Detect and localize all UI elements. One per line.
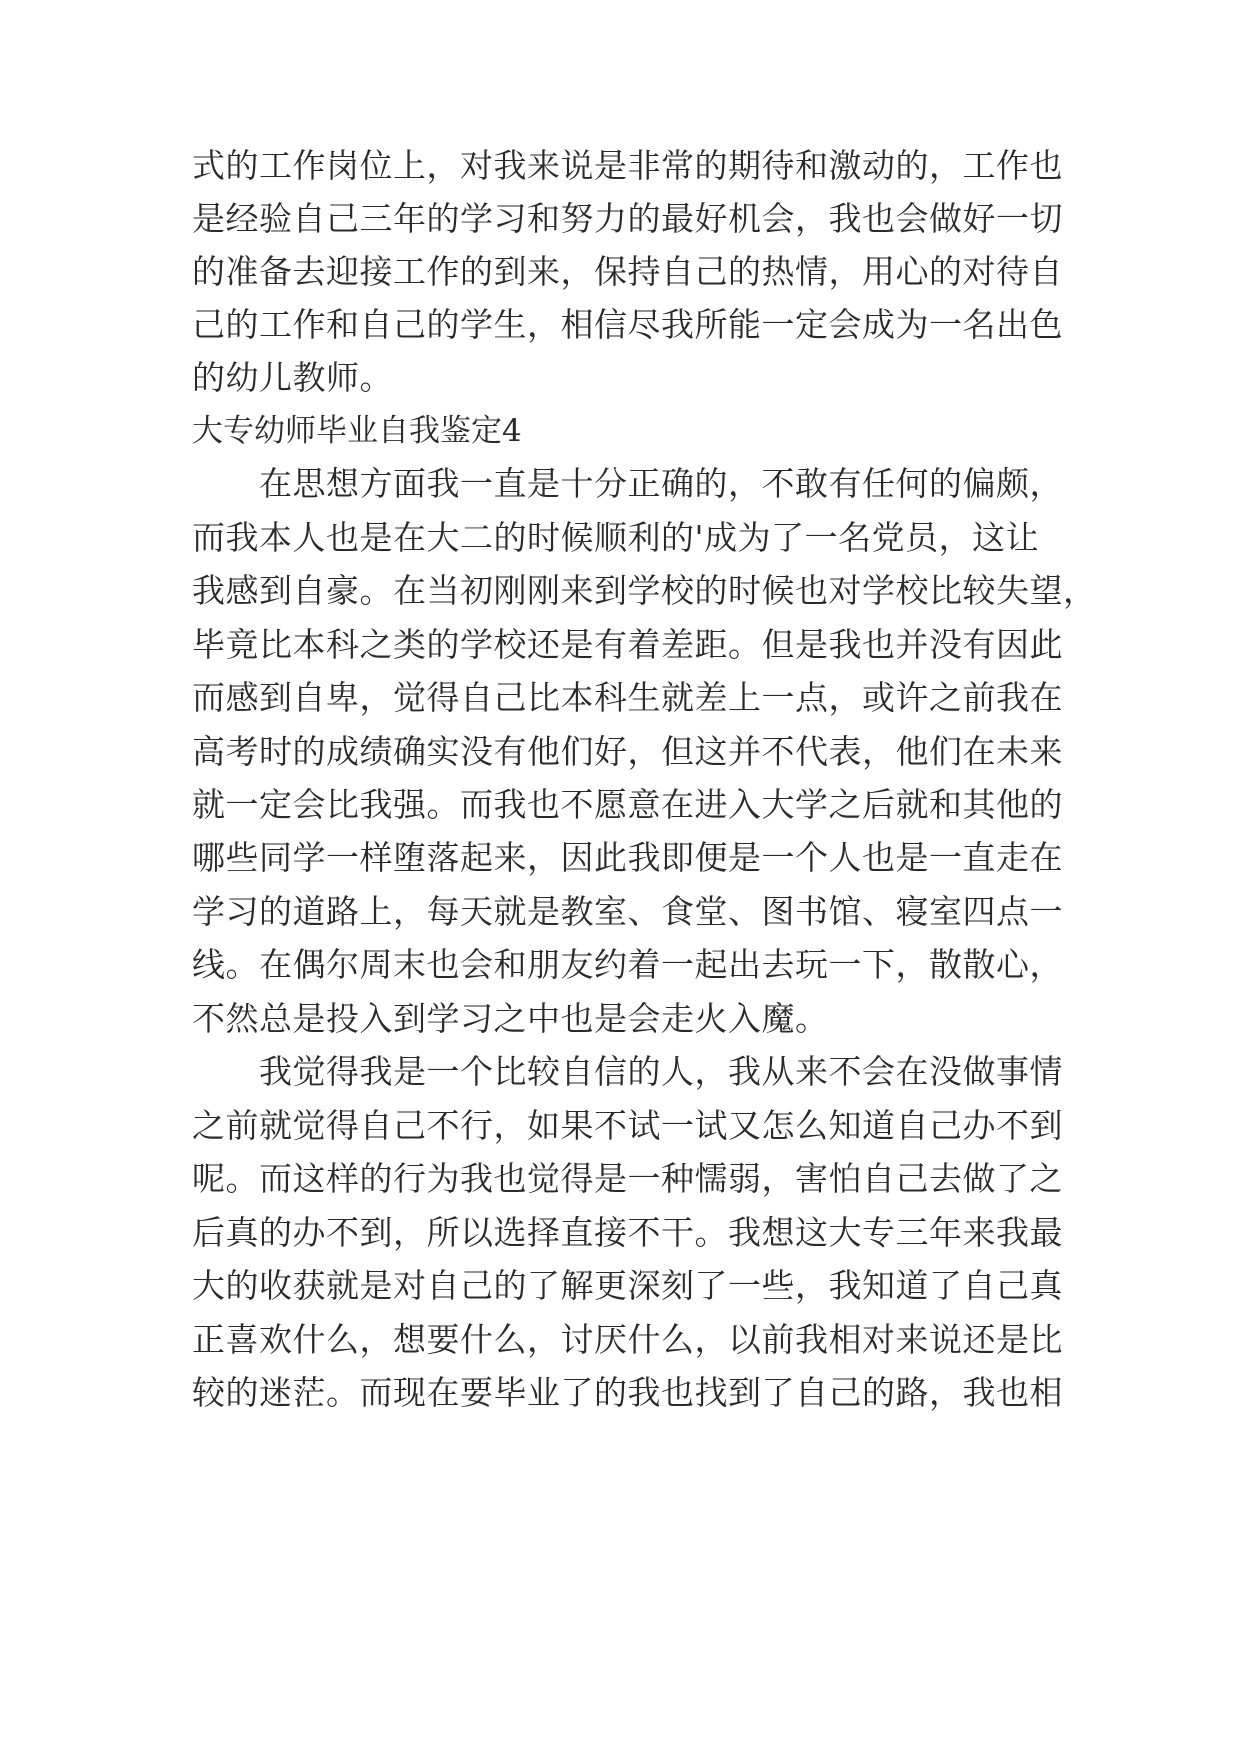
text-line: 后真的办不到，所以选择直接不干。我想这大专三年来我最 — [192, 1213, 1063, 1252]
text-line: 高考时的成绩确实没有他们好，但这并不代表，他们在未来 — [192, 732, 1063, 771]
text-line: 是经验自己三年的学习和努力的最好机会，我也会做好一切 — [192, 199, 1063, 238]
text-line: 呢。而这样的行为我也觉得是一种懦弱，害怕自己去做了之 — [192, 1159, 1063, 1198]
text-line: 式的工作岗位上，对我来说是非常的期待和激动的，工作也 — [192, 146, 1063, 185]
text-line: 不然总是投入到学习之中也是会走火入魔。 — [192, 999, 829, 1038]
text-line: 学习的道路上，每天就是教室、食堂、图书馆、寝室四点一 — [192, 892, 1063, 931]
text-line: 正喜欢什么，想要什么，讨厌什么，以前我相对来说还是比 — [192, 1320, 1063, 1359]
text-line: 我觉得我是一个比较自信的人，我从来不会在没做事情 — [192, 1052, 1063, 1091]
text-line: 而感到自卑，觉得自己比本科生就差上一点，或许之前我在 — [192, 678, 1063, 717]
text-line: 大的收获就是对自己的了解更深刻了一些，我知道了自己真 — [192, 1266, 1063, 1305]
text-line: 在思想方面我一直是十分正确的，不敢有任何的偏颇， — [192, 464, 1063, 503]
text-line: 我感到自豪。在当初刚刚来到学校的时候也对学校比较失望， — [192, 571, 1097, 610]
text-line: 的准备去迎接工作的到来，保持自己的热情，用心的对待自 — [192, 252, 1063, 291]
text-line: 哪些同学一样堕落起来，因此我即便是一个人也是一直走在 — [192, 838, 1063, 877]
text-line: 线。在偶尔周末也会和朋友约着一起出去玩一下，散散心， — [192, 945, 1063, 984]
text-line: 毕竟比本科之类的学校还是有着差距。但是我也并没有因此 — [192, 625, 1063, 664]
text-line: 较的迷茫。而现在要毕业了的我也找到了自己的路，我也相 — [192, 1373, 1063, 1412]
section-heading: 大专幼师毕业自我鉴定4 — [192, 413, 522, 449]
text-line: 己的工作和自己的学生，相信尽我所能一定会成为一名出色 — [192, 305, 1063, 344]
text-line: 的幼儿教师。 — [192, 358, 393, 397]
text-line: 之前就觉得自己不行，如果不试一试又怎么知道自己办不到 — [192, 1106, 1063, 1145]
text-line: 就一定会比我强。而我也不愿意在进入大学之后就和其他的 — [192, 785, 1063, 824]
text-line: 而我本人也是在大二的时候顺利的'成为了一名党员，这让 — [192, 518, 1040, 557]
